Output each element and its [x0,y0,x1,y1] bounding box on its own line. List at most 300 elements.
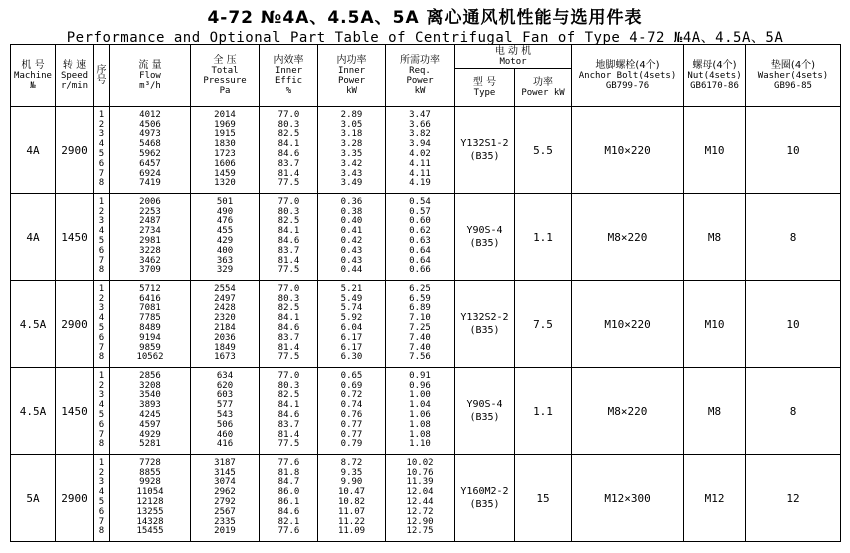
value-line: 82.5 [277,303,300,314]
value-line: 4.11 [409,168,431,179]
value-line: 3462 [139,255,161,266]
value-line: 0.69 [340,380,363,391]
value-line: 3.49 [340,178,363,189]
required-power-column [386,194,455,281]
value-line: 12.75 [406,526,434,537]
value-line: 77.0 [277,109,300,120]
value-line: 82.5 [277,129,300,140]
motor-power-cell: 1.1 [515,194,572,281]
seq-column [94,455,110,542]
washer-cell: 8 [746,368,841,455]
value-line: 3 [98,129,105,140]
value-line: 0.79 [340,439,363,450]
value-line: 77.0 [277,283,300,294]
value-line: 7 [98,429,105,440]
inner-power-column [318,368,386,455]
value-line: 8.72 [340,457,363,468]
motor-power-cell: 15 [515,455,572,542]
value-line: 4 [98,313,105,324]
value-line: 6457 [139,158,161,169]
value-line: 3709 [139,265,161,276]
value-line: 83.7 [277,419,300,430]
value-line: 80.3 [277,380,300,391]
efficiency-column [260,281,318,368]
value-line: 3 [98,216,105,227]
value-line: 6 [98,332,105,343]
value-line: 6 [98,506,105,517]
value-line: 77.5 [277,352,300,363]
value-line: 1 [98,196,105,207]
nut-cell: M10 [684,107,746,194]
value-line: 11.07 [337,506,366,517]
value-line: 4597 [139,419,161,430]
flow-column [110,455,191,542]
value-line: 84.1 [277,400,300,411]
value-line: 0.43 [340,255,363,266]
value-line: 476 [216,216,234,227]
flow-column [110,368,191,455]
value-line: 1 [98,457,105,468]
header-required-power: 所需功率 Req. Power kW [386,45,455,107]
value-line: 1459 [214,168,236,179]
value-line: 15455 [136,526,164,537]
required-power-column [386,368,455,455]
value-line: 8 [98,352,105,363]
value-line: 1 [98,109,105,120]
value-line: 3074 [214,477,236,488]
value-line: 6.17 [340,342,363,353]
value-line: 5.74 [340,303,363,314]
pressure-column [191,281,260,368]
value-line: 7.25 [409,323,431,333]
header-efficiency: 内效率 Inner Effic % [260,45,318,107]
value-line: 1 [98,370,105,381]
value-line: 2335 [214,516,236,527]
value-line: 84.1 [277,313,300,324]
motor-mount: (B35) [469,238,500,249]
motor-power-cell: 1.1 [515,368,572,455]
value-line: 10.02 [406,457,434,468]
value-line: 1673 [214,352,236,363]
value-line: 12.90 [406,516,434,527]
value-line: 0.66 [409,265,431,276]
value-line: 5.21 [340,283,363,294]
value-line: 6.59 [409,293,431,304]
value-line: 2 [98,206,105,217]
header-pressure: 全 压 Total Pressure Pa [191,45,260,107]
pressure-column [191,368,260,455]
value-line: 460 [216,429,234,440]
value-line: 1320 [214,178,236,189]
nut-cell: M12 [684,455,746,542]
value-line: 7 [98,342,105,353]
value-line: 455 [216,226,234,237]
value-line: 11.39 [406,477,434,488]
value-line: 4 [98,226,105,237]
value-line: 2428 [214,303,236,314]
value-line: 2497 [214,293,236,304]
seq-column [94,368,110,455]
value-line: 0.76 [340,410,363,420]
motor-mount: (B35) [469,412,500,423]
value-line: 80.3 [277,206,300,217]
value-line: 84.6 [277,236,300,246]
value-line: 77.6 [277,457,300,468]
header-machine: 机 号 Machine № [11,45,56,107]
value-line: 0.38 [340,206,363,217]
value-line: 4245 [139,410,161,420]
motor-power-cell: 7.5 [515,281,572,368]
motor-type-cell [455,281,515,368]
header-speed: 转 速 Speed r/min [56,45,94,107]
value-line: 8 [98,178,105,189]
value-line: 0.42 [340,236,363,246]
motor-type-cell [455,368,515,455]
value-line: 84.1 [277,226,300,237]
value-line: 0.72 [340,390,363,401]
motor-type-cell [455,455,515,542]
header-flow: 流 量 Flow m³/h [110,45,191,107]
value-line: 2981 [139,236,161,246]
value-line: 1.08 [409,429,431,440]
value-line: 0.44 [340,265,363,276]
value-line: 2320 [214,313,236,324]
value-line: 5468 [139,139,161,150]
value-line: 0.40 [340,216,363,227]
efficiency-column [260,368,318,455]
value-line: 6 [98,158,105,169]
motor-model: Y132S1-2 [460,138,509,149]
value-line: 5281 [139,439,161,450]
value-line: 0.43 [340,245,363,256]
value-line: 7.40 [409,332,431,343]
motor-model: Y132S2-2 [460,312,509,323]
value-line: 84.1 [277,139,300,150]
washer-cell: 10 [746,281,841,368]
header-motor-type: 型 号 Type [455,69,515,107]
value-line: 9.90 [340,477,363,488]
value-line: 3.42 [340,158,363,169]
value-line: 6.17 [340,332,363,343]
flow-column [110,107,191,194]
value-line: 363 [216,255,234,266]
value-line: 4929 [139,429,161,440]
header-seq: 序 号 [94,45,110,107]
value-line: 83.7 [277,332,300,343]
value-line: 5712 [139,283,161,294]
value-line: 2014 [214,109,236,120]
value-line: 1849 [214,342,236,353]
value-line: 7.10 [409,313,431,324]
value-line: 2856 [139,370,161,381]
table-row [11,107,841,194]
value-line: 7 [98,255,105,266]
motor-model: Y160M2-2 [460,486,509,497]
value-line: 81.4 [277,342,300,353]
value-line: 3.35 [340,149,363,159]
value-line: 490 [216,206,234,217]
value-line: 1.00 [409,390,431,401]
value-line: 5 [98,410,105,420]
page-title-cn: 4-72 №4A、4.5A、5A 离心通风机性能与选用件表 [207,8,643,28]
value-line: 2184 [214,323,236,333]
value-line: 82.1 [277,516,300,527]
motor-model: Y90S-4 [466,399,503,410]
value-line: 429 [216,236,234,246]
value-line: 5.49 [340,293,363,304]
value-line: 81.8 [277,467,300,478]
value-line: 2 [98,467,105,478]
value-line: 11054 [136,487,164,498]
value-line: 6.30 [340,352,363,363]
seq-column [94,107,110,194]
value-line: 2567 [214,506,236,517]
value-line: 4 [98,139,105,150]
machine-cell: 4.5A [11,368,56,455]
value-line: 506 [216,419,234,430]
value-line: 10.47 [337,487,366,498]
value-line: 80.3 [277,293,300,304]
value-line: 13255 [136,506,164,517]
value-line: 2 [98,119,105,130]
value-line: 77.5 [277,265,300,276]
value-line: 3893 [139,400,161,411]
value-line: 8 [98,439,105,450]
value-line: 84.6 [277,149,300,159]
value-line: 3.05 [340,119,363,130]
value-line: 12.04 [406,487,434,498]
value-line: 4 [98,400,105,411]
value-line: 2253 [139,206,161,217]
value-line: 7 [98,516,105,527]
pressure-column [191,194,260,281]
inner-power-column [318,455,386,542]
value-line: 1723 [214,149,236,159]
value-line: 10.82 [337,497,366,507]
value-line: 4506 [139,119,161,130]
header-inner-power: 内功率 Inner Power kW [318,45,386,107]
value-line: 0.96 [409,380,431,391]
value-line: 5 [98,149,105,159]
flow-column [110,281,191,368]
value-line: 4 [98,487,105,498]
value-line: 1969 [214,119,236,130]
seq-column [94,194,110,281]
motor-type-cell [455,107,515,194]
motor-type-cell [455,194,515,281]
value-line: 6924 [139,168,161,179]
value-line: 6.89 [409,303,431,314]
required-power-column [386,455,455,542]
value-line: 6416 [139,293,161,304]
value-line: 2792 [214,497,236,507]
value-line: 2 [98,380,105,391]
value-line: 9928 [139,477,161,488]
value-line: 12128 [136,497,164,507]
value-line: 0.41 [340,226,363,237]
value-line: 3.28 [340,139,363,150]
value-line: 1830 [214,139,236,150]
value-line: 81.4 [277,168,300,179]
value-line: 1.10 [409,439,431,450]
value-line: 83.7 [277,158,300,169]
value-line: 6 [98,245,105,256]
motor-power-cell: 5.5 [515,107,572,194]
value-line: 2734 [139,226,161,237]
value-line: 634 [216,370,234,381]
value-line: 82.5 [277,390,300,401]
value-line: 2487 [139,216,161,227]
value-line: 9.35 [340,467,363,478]
value-line: 84.6 [277,506,300,517]
value-line: 1 [98,283,105,294]
table-row [11,281,841,368]
value-line: 81.4 [277,255,300,266]
value-line: 84.6 [277,323,300,333]
speed-cell: 1450 [56,194,94,281]
value-line: 9194 [139,332,161,343]
washer-cell: 8 [746,194,841,281]
machine-cell: 4A [11,107,56,194]
value-line: 1.06 [409,410,431,420]
anchor-bolt-cell: M10×220 [572,281,684,368]
value-line: 0.63 [409,236,431,246]
speed-cell: 2900 [56,281,94,368]
value-line: 6 [98,419,105,430]
value-line: 4973 [139,129,161,140]
table-row [11,368,841,455]
value-line: 2036 [214,332,236,343]
value-line: 8489 [139,323,161,333]
value-line: 0.64 [409,255,431,266]
value-line: 11.22 [337,516,366,527]
value-line: 80.3 [277,119,300,130]
value-line: 2554 [214,283,236,294]
pressure-column [191,107,260,194]
value-line: 5962 [139,149,161,159]
value-line: 0.57 [409,206,431,217]
value-line: 7419 [139,178,161,189]
seq-column [94,281,110,368]
value-line: 12.44 [406,497,434,507]
machine-cell: 4A [11,194,56,281]
value-line: 3.82 [409,129,431,140]
value-line: 86.1 [277,497,300,507]
inner-power-column [318,194,386,281]
value-line: 0.91 [409,370,431,381]
table-row [11,455,841,542]
value-line: 77.0 [277,370,300,381]
value-line: 1.08 [409,419,431,430]
value-line: 6.04 [340,323,363,333]
value-line: 9859 [139,342,161,353]
value-line: 3.66 [409,119,431,130]
value-line: 0.65 [340,370,363,381]
value-line: 0.77 [340,429,363,440]
flow-column [110,194,191,281]
value-line: 0.60 [409,216,431,227]
header-washer: 垫圈(4个) Washer(4sets) GB96-85 [746,45,841,107]
value-line: 6.25 [409,283,431,294]
value-line: 3.47 [409,109,431,120]
value-line: 5 [98,236,105,246]
required-power-column [386,107,455,194]
machine-cell: 4.5A [11,281,56,368]
washer-cell: 10 [746,107,841,194]
value-line: 3.94 [409,139,431,150]
inner-power-column [318,107,386,194]
value-line: 603 [216,390,234,401]
value-line: 3187 [214,457,236,468]
value-line: 7 [98,168,105,179]
nut-cell: M10 [684,281,746,368]
value-line: 7728 [139,457,161,468]
value-line: 0.54 [409,196,431,207]
value-line: 81.4 [277,429,300,440]
value-line: 77.5 [277,178,300,189]
value-line: 8855 [139,467,161,478]
value-line: 5.92 [340,313,363,324]
washer-cell: 12 [746,455,841,542]
value-line: 5 [98,497,105,507]
value-line: 8 [98,265,105,276]
value-line: 543 [216,410,234,420]
value-line: 77.5 [277,439,300,450]
value-line: 11.09 [337,526,366,537]
value-line: 10562 [136,352,164,363]
speed-cell: 2900 [56,107,94,194]
value-line: 3 [98,477,105,488]
value-line: 83.7 [277,245,300,256]
value-line: 0.74 [340,400,363,411]
value-line: 7785 [139,313,161,324]
value-line: 77.0 [277,196,300,207]
value-line: 0.36 [340,196,363,207]
efficiency-column [260,455,318,542]
value-line: 12.72 [406,506,434,517]
value-line: 86.0 [277,487,300,498]
value-line: 1.04 [409,400,431,411]
value-line: 416 [216,439,234,450]
value-line: 2 [98,293,105,304]
inner-power-column [318,281,386,368]
value-line: 2019 [214,526,236,537]
motor-mount: (B35) [469,151,500,162]
value-line: 3 [98,390,105,401]
value-line: 3 [98,303,105,314]
header-nut: 螺母(4个) Nut(4sets) GB6170-86 [684,45,746,107]
anchor-bolt-cell: M12×300 [572,455,684,542]
value-line: 3208 [139,380,161,391]
value-line: 577 [216,400,234,411]
value-line: 77.6 [277,526,300,537]
value-line: 620 [216,380,234,391]
speed-cell: 2900 [56,455,94,542]
value-line: 3228 [139,245,161,256]
motor-mount: (B35) [469,325,500,336]
value-line: 5 [98,323,105,333]
table-row [11,194,841,281]
value-line: 82.5 [277,216,300,227]
value-line: 7.40 [409,342,431,353]
anchor-bolt-cell: M8×220 [572,368,684,455]
value-line: 3.43 [340,168,363,179]
value-line: 1606 [214,158,236,169]
value-line: 4.02 [409,149,431,159]
value-line: 84.6 [277,410,300,420]
value-line: 4012 [139,109,161,120]
efficiency-column [260,107,318,194]
